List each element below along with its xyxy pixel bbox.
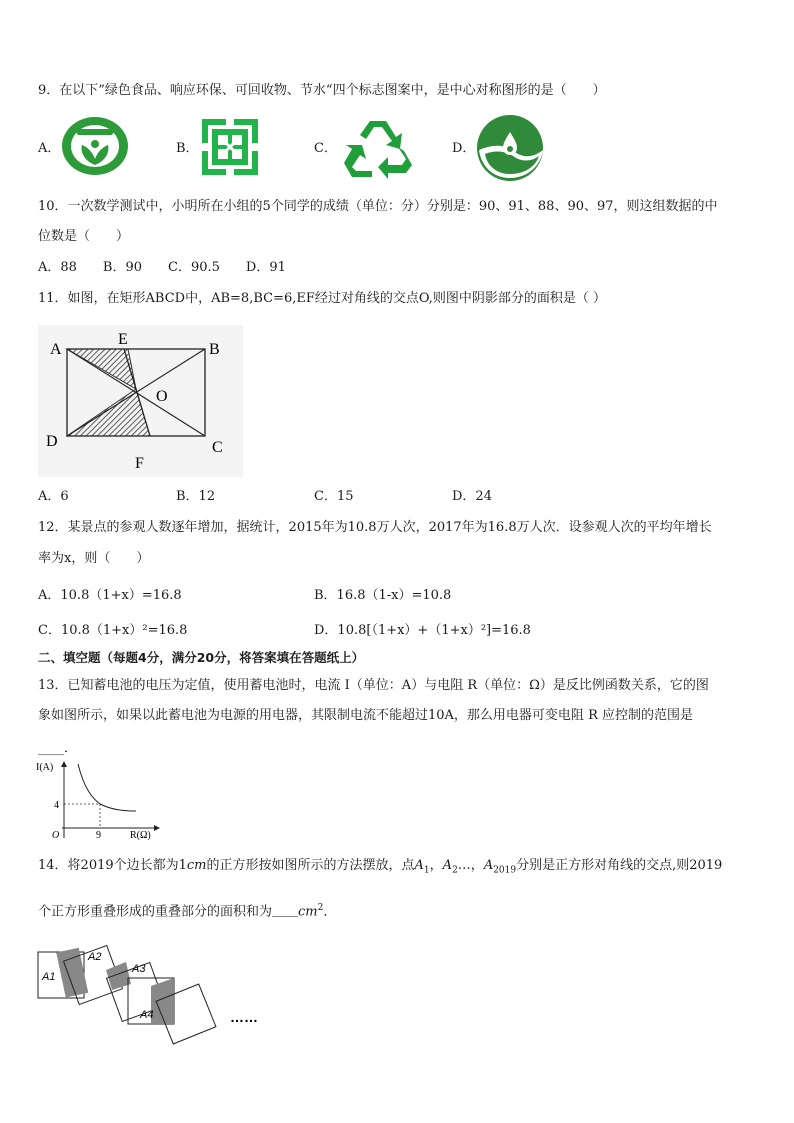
q12-option-b: B．16.8（1-x）=10.8 (314, 588, 452, 603)
q14-pt-a2: A (442, 858, 453, 873)
label-o: O (156, 388, 168, 405)
y-tick-label: 4 (54, 800, 59, 811)
environmental-logo-icon (200, 117, 260, 177)
q14-stem-line2 (38, 899, 336, 921)
q14-line1-b: 的正方形按如图所示的方法摆放，点 (206, 858, 415, 873)
origin-label: O (52, 830, 60, 841)
x-tick-label: 9 (96, 830, 101, 841)
q9-option-b-label: B． (176, 141, 199, 156)
square-label-a4: A4 (140, 1009, 154, 1021)
square-label-a3: A3 (132, 963, 146, 975)
q14-line2-unit: cm (298, 904, 318, 920)
q14-sub-1: 1 (423, 865, 430, 876)
q14-pt-a2019: A (483, 858, 494, 873)
water-saving-logo-icon (475, 114, 545, 182)
section-2-title: 二、填空题（每题4分，满分20分，将答案填在答题纸上） (38, 650, 365, 665)
square-label-a1: A1 (42, 971, 56, 983)
label-c: C (212, 439, 223, 456)
q14-line1-c: 分别是正方形对角线的交点,则2019 (516, 858, 723, 873)
q14-line1-a: 14．将2019个边长都为1 (38, 858, 187, 873)
q9-option-c-label: C． (314, 141, 337, 156)
q14-line2-end: ． (323, 904, 337, 920)
q11-stem: 11．如图，在矩形ABCD中，AB=8,BC=6,EF经过对角线的交点O,则图中阴影部分的面积是（ ） (38, 291, 607, 306)
label-b: B (209, 341, 220, 358)
inverse-proportion-graph (36, 758, 166, 842)
q12-stem-line1: 12．某景点的参观人数逐年增加，据统计，2015年为10.8万人次，2017年为16.8万人次．设参观人次的平均年增长 (38, 520, 712, 535)
label-f: F (135, 455, 144, 472)
label-a: A (50, 341, 62, 358)
q12-option-c: C．10.8（1+x）²=16.8 (38, 623, 188, 638)
q14-sub-2: 2 (452, 865, 458, 876)
q14-sep1: ， (429, 858, 443, 873)
q14-dots-sep: …， (457, 858, 484, 873)
square-label-a2: A2 (88, 951, 102, 963)
q12-option-d: D．10.8[（1+x）+（1+x）²]=16.8 (314, 623, 531, 638)
q12-stem-line2: 率为x，则（ ） (38, 551, 150, 566)
q14-line2-a: 个正方形重叠形成的重叠部分的面积和为＿＿ (38, 904, 299, 920)
q14-pt-a1: A (414, 858, 424, 873)
q9-option-d-label: D． (452, 141, 476, 156)
q10-stem-line1: 10．一次数学测试中，小明所在小组的5个同学的成绩（单位：分）分别是：90、91、88、90、97，则这组数据的中 (38, 199, 718, 214)
q11-option-d: D．24 (452, 489, 492, 504)
q13-answer-blank: ____． (38, 741, 78, 756)
q13-stem-line1: 13．已知蓄电池的电压为定值，使用蓄电池时，电流 I（单位：A）与电阻 R（单位：Ω）是反比例函数关系，它的图 (38, 678, 709, 693)
y-axis-label: I(A) (36, 762, 54, 773)
q14-stem-line1 (38, 857, 722, 880)
overlapping-squares-figure (36, 942, 276, 1046)
ellipsis: …… (230, 1009, 258, 1025)
green-food-logo-icon (60, 115, 130, 177)
q11-option-b: B．12 (176, 489, 216, 504)
recycle-logo-icon (340, 115, 416, 181)
q10-options: A．88 B．90 C．90.5 D．91 (38, 260, 286, 275)
q14-sub-2019: 2019 (493, 865, 517, 876)
q9-option-a-label: A． (38, 141, 61, 156)
q14-line2-sup: 2 (317, 903, 324, 913)
q10-stem-line2: 位数是（ ） (38, 229, 130, 244)
q11-option-a: A．6 (38, 489, 69, 504)
q14-unit-cm: cm (186, 858, 207, 873)
q9-stem: 9．在以下”绿色食品、响应环保、可回收物、节水“四个标志图案中，是中心对称图形的是（ ） (38, 83, 606, 98)
q12-option-a: A．10.8（1+x）=16.8 (38, 588, 182, 603)
label-e: E (118, 331, 128, 348)
q11-option-c: C．15 (314, 489, 354, 504)
x-axis-label: R(Ω) (130, 830, 151, 841)
label-d: D (46, 433, 58, 450)
q13-stem-line2: 象如图所示，如果以此蓄电池为电源的用电器，其限制电流不能超过10A，那么用电器可变电阻 R 应控制的范围是 (38, 708, 693, 723)
rectangle-abcd-figure (38, 325, 243, 477)
